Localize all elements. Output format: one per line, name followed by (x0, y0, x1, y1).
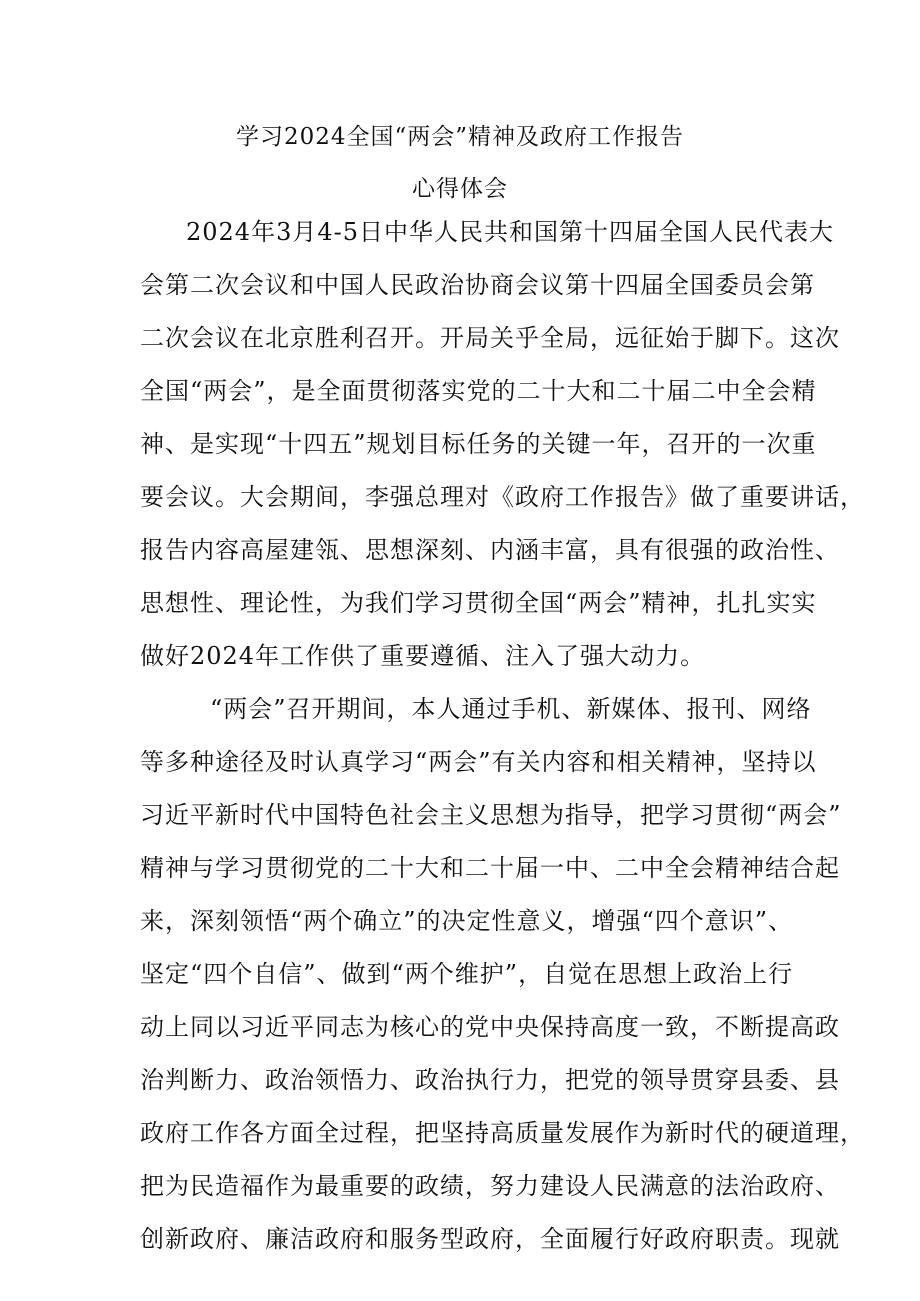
paragraph-1-line-6: 要会议。大会期间，李强总理对《政府工作报告》做了重要讲话， (140, 483, 865, 511)
paragraph-2-line-2: 等多种途径及时认真学习“两会”有关内容和相关精神，坚持以 (140, 748, 817, 776)
paragraph-2-line-8: 治判断力、政治领悟力、政治执行力，把党的领导贯穿县委、县 (140, 1066, 840, 1094)
paragraph-2-line-9: 政府工作各方面全过程，把坚持高质量发展作为新时代的硬道理， (140, 1119, 865, 1147)
paragraph-1-line-7: 报告内容高屋建瓴、思想深刻、内涵丰富，具有很强的政治性、 (140, 536, 840, 564)
paragraph-1-line-1: 2024年3月4-5日中华人民共和国第十四届全国人民代表大 (186, 218, 834, 246)
document-subtitle: 心得体会 (412, 176, 508, 202)
paragraph-2-line-4: 精神与学习贯彻党的二十大和二十届一中、二中全会精神结合起 (140, 854, 840, 882)
paragraph-1-line-5: 神、是实现“十四五”规划目标任务的关键一年，召开的一次重 (140, 430, 817, 458)
paragraph-2-line-11: 创新政府、廉洁政府和服务型政府，全面履行好政府职责。现就 (140, 1225, 840, 1253)
document-title: 学习2024全国“两会”精神及政府工作报告 (235, 124, 685, 150)
paragraph-1-line-9: 做好2024年工作供了重要遵循、注入了强大动力。 (140, 642, 706, 670)
paragraph-2-line-10: 把为民造福作为最重要的政绩，努力建设人民满意的法治政府、 (140, 1172, 840, 1200)
paragraph-1-line-4: 全国“两会”，是全面贯彻落实党的二十大和二十届二中全会精 (140, 377, 817, 405)
paragraph-1-line-3: 二次会议在北京胜利召开。开局关乎全局，远征始于脚下。这次 (140, 324, 840, 352)
paragraph-2-line-3: 习近平新时代中国特色社会主义思想为指导，把学习贯彻“两会” (140, 801, 842, 829)
paragraph-2-line-5: 来，深刻领悟“两个确立”的决定性意义，增强“四个意识”、 (140, 907, 794, 935)
paragraph-1-line-8: 思想性、理论性，为我们学习贯彻全国“两会”精神，扎扎实实 (140, 589, 817, 617)
paragraph-2-line-6: 坚定“四个自信”、做到“两个维护”，自觉在思想上政治上行 (140, 960, 794, 988)
paragraph-1-line-2: 会第二次会议和中国人民政治协商会议第十四届全国委员会第 (140, 271, 815, 299)
paragraph-2-line-1: “两会”召开期间，本人通过手机、新媒体、报刊、网络 (210, 695, 812, 723)
paragraph-2-line-7: 动上同以习近平同志为核心的党中央保持高度一致，不断提高政 (140, 1013, 840, 1041)
